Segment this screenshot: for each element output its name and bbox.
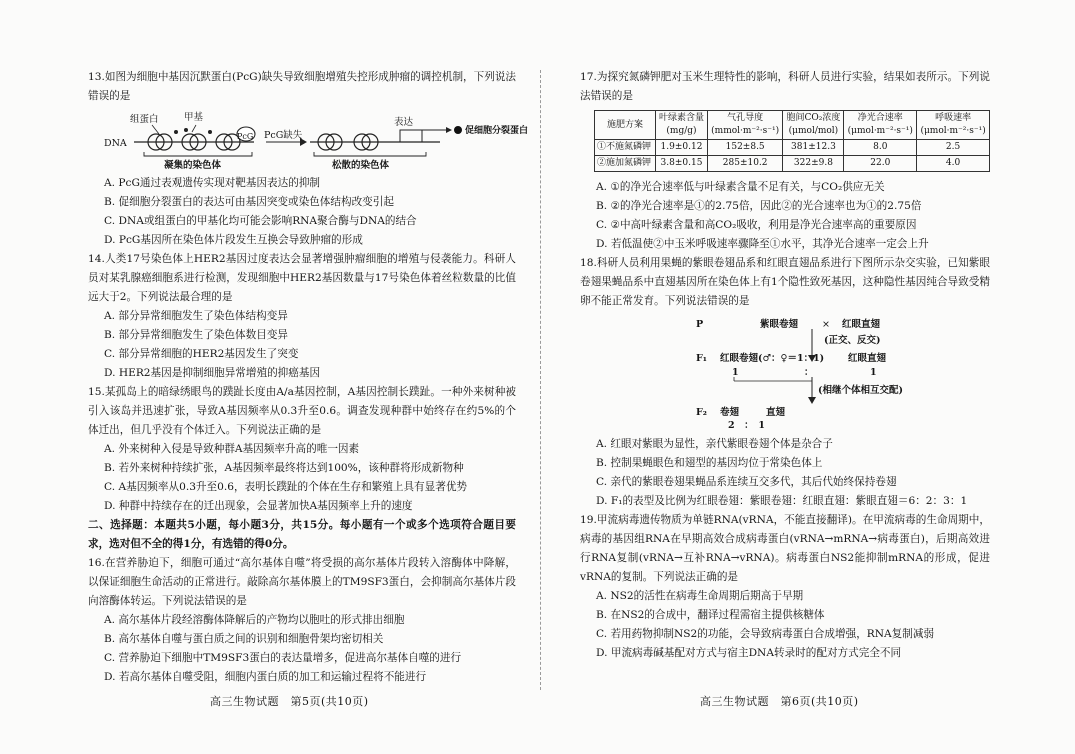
cross-f2-ratio: 2 ： 1 [728, 420, 765, 431]
cross-f2: F₂ [696, 407, 707, 418]
q18-option-b: B. 控制果蝇眼色和翅型的基因均位于常染色体上 [596, 457, 823, 469]
q13-option-d: D. PcG基因所在染色体片段发生互换会导致肿瘤的形成 [104, 234, 363, 246]
table-cell: 4.0 [917, 156, 990, 172]
table-cell: 3.8±0.15 [656, 156, 708, 172]
right-column [580, 68, 990, 663]
cross-f1: F₁ [696, 353, 707, 364]
table-cell: ①不施氮磷钾 [595, 140, 656, 156]
q19-option-d: D. 甲流病毒碱基配对方式与宿主DNA转录时的配对方式完全不同 [596, 647, 902, 659]
table-row [595, 156, 990, 172]
q13-option-b: B. 促细胞分裂蛋白的表达可由基因突变或染色体结构改变引起 [104, 196, 394, 208]
cross-f2b: 直翅 [766, 407, 786, 418]
table-cell: 2.5 [917, 140, 990, 156]
question-15-stem: 15.某孤岛上的暗绿绣眼鸟的蹼趾长度由A/a基因控制，A基因控制长蹼趾。一种外来树种被引入该岛并迅速扩张，导致A基因频率从0.3升至0.6。调查发现种群中始终存在约5%的个体迁出，但几乎没有个体迁入。下列说法正确的是 [88, 386, 516, 436]
cross-f1b: 红眼直翅 [848, 353, 887, 364]
q18-option-c: C. 亲代的紫眼卷翅果蝇品系连续互交多代，其后代始终保持卷翅 [596, 476, 897, 488]
table-header: 净光合速率 (μmol·m⁻²·s⁻¹) [844, 111, 917, 140]
cross-f1b-ratio: 1 [870, 367, 877, 378]
q15-option-a: A. 外来树种入侵是导致种群A基因频率升高的唯一因素 [104, 443, 360, 455]
cross-f2a: 卷翅 [720, 407, 740, 418]
table-cell: ②施加氮磷钾 [595, 156, 656, 172]
q13-option-a: A. PcG通过表观遗传实现对靶基因表达的抑制 [104, 177, 321, 189]
q17-option-a: A. ①的净光合速率低与叶绿素含量不足有关，与CO₂供应无关 [596, 181, 885, 193]
question-16-stem: 16.在营养胁迫下，细胞可通过“高尔基体自噬”将受损的高尔基体片段转入溶酶体中降解，以保证细胞生命活动的正常进行。敲除高尔基体膜上的TM9SF3蛋白，会抑制高尔基体片段向溶酶体转运。下列说法错误的是 [88, 557, 516, 607]
table-header: 叶绿素含量 (mg/g) [656, 111, 708, 140]
label-pcg: PcG [237, 132, 254, 141]
question-19-stem: 19.甲流病毒遗传物质为单链RNA(vRNA，不能直接翻译)。在甲流病毒的生命周期中，病毒的基因组RNA在早期高效合成病毒蛋白(vRNA→mRNA→病毒蛋白)，后期高效进行RNA复制(vRNA→互补RNA→vRNA)。病毒蛋白NS2能抑制mRNA的形成，促进vRNA的复制。下列说法正确的是 [580, 514, 990, 583]
q14-option-d: D. HER2基因是抑制细胞异常增殖的抑癌基因 [104, 367, 321, 379]
cross-f1a: 红眼卷翅(♂：♀＝1：1) [720, 353, 825, 364]
q17-option-d: D. 若低温使②中玉米呼吸速率骤降至①水平，其净光合速率一定会上升 [596, 238, 929, 250]
q14-option-b: B. 部分异常细胞发生了染色体数目变异 [104, 329, 289, 341]
label-loose: 松散的染色体 [332, 160, 390, 171]
table-header: 施肥方案 [595, 111, 656, 140]
cross-p: P [696, 319, 704, 330]
table-row [595, 140, 990, 156]
label-dna: DNA [104, 138, 127, 149]
cross-intercross: (相继个体相互交配) [818, 385, 903, 396]
table-header: 气孔导度 (mmol·m⁻²·s⁻¹) [707, 111, 783, 140]
question-17-table [594, 110, 990, 172]
q15-option-b: B. 若外来树种持续扩张，A基因频率最终将达到100%，该种群将形成新物种 [104, 462, 464, 474]
q14-option-c: C. 部分异常细胞的HER2基因发生了突变 [104, 348, 299, 360]
label-histone: 组蛋白 [130, 114, 159, 125]
table-header: 胞间CO₂浓度 (μmol/mol) [783, 111, 844, 140]
q16-option-d: D. 若高尔基体自噬受阻，细胞内蛋白质的加工和运输过程将不能进行 [104, 671, 427, 683]
q17-option-c: C. ②中高叶绿素含量和高CO₂吸收，利用是净光合速率高的重要原因 [596, 219, 917, 231]
label-condensed: 凝集的染色体 [164, 160, 222, 171]
cross-reciprocal: (正交、反交) [824, 335, 881, 346]
left-column [88, 68, 529, 687]
q19-option-c: C. 若用药物抑制NS2的功能，会导致病毒蛋白合成增强，RNA复制减弱 [596, 628, 935, 640]
q18-option-a: A. 红眼对紫眼为显性，亲代紫眼卷翅个体是杂合子 [596, 438, 833, 450]
table-cell: 1.9±0.12 [656, 140, 708, 156]
q19-option-b: B. 在NS2的合成中，翻译过程需宿主提供核糖体 [596, 609, 825, 621]
cross-times: × [822, 319, 830, 330]
cross-diagram [580, 315, 990, 431]
column-divider [540, 70, 541, 690]
question-18-stem: 18.科研人员利用果蝇的紫眼卷翅品系和红眼直翅品系进行下图所示杂交实验，已知紫眼卷翅果蝇品系中直翅基因所在染色体上有1个隐性致死基因，这种隐性基因纯合导致受精卵不能正常发育。下列说法错误的是 [580, 257, 990, 307]
question-13-stem: 13.如图为细胞中基因沉默蛋白(PcG)缺失导致细胞增殖失控形成肿瘤的调控机制，下列说法错误的是 [88, 71, 517, 102]
cross-parent1: 紫眼卷翅 [760, 319, 799, 330]
table-cell: 22.0 [844, 156, 917, 172]
question-17-stem: 17.为探究氮磷钾肥对玉米生理特性的影响，科研人员进行实验，结果如表所示。下列说法错误的是 [580, 71, 990, 102]
q15-option-d: D. 种群中持续存在的迁出现象，会显著加快A基因频率上升的速度 [104, 500, 413, 512]
section-2-heading: 二、选择题：本题共5小题，每小题3分，共15分。每小题有一个或多个选项符合题目要求，选对但不全的得1分，有选错的得0分。 [88, 519, 516, 550]
q17-option-b: B. ②的净光合速率是①的2.75倍，因此②的光合速率也为①的2.75倍 [596, 200, 922, 212]
q16-option-b: B. 高尔基体自噬与蛋白质之间的识别和细胞骨架均密切相关 [104, 633, 384, 645]
q15-option-c: C. A基因频率从0.3升至0.6，表明长蹼趾的个体在生存和繁殖上具有显著优势 [104, 481, 468, 493]
table-cell: 152±8.5 [707, 140, 783, 156]
label-product: 促细胞分裂蛋白 [465, 126, 529, 136]
q14-option-a: A. 部分异常细胞发生了染色体结构变异 [104, 310, 288, 322]
table-header-row [595, 111, 990, 140]
table-header: 呼吸速率 (μmol·m⁻²·s⁻¹) [917, 111, 990, 140]
question-13-figure [104, 108, 529, 172]
table-cell: 285±10.2 [707, 156, 783, 172]
cross-f1-colon: ： [804, 367, 814, 378]
label-methyl: 甲基 [184, 112, 204, 123]
table-cell: 322±9.8 [783, 156, 844, 172]
q18-option-d: D. F₁的表型及比例为红眼卷翅：紫眼卷翅：红眼直翅：紫眼直翅＝6：2：3：1 [596, 495, 968, 507]
label-express: 表达 [394, 117, 414, 128]
table-cell: 381±12.3 [783, 140, 844, 156]
page-footer-left: 高三生物试题 第5页(共10页) [210, 695, 369, 708]
page-footer-right: 高三生物试题 第6页(共10页) [700, 695, 859, 708]
cross-f1a-ratio: 1 [732, 367, 739, 378]
question-14-stem: 14.人类17号染色体上HER2基因过度表达会显著增强肿瘤细胞的增殖与侵袭能力。科研人员对某乳腺癌细胞系进行检测，发现细胞中HER2基因数量与17号染色体着丝粒数量的比值远大于2。下列说法最合理的是 [88, 253, 516, 303]
q13-option-c: C. DNA或组蛋白的甲基化均可能会影响RNA聚合酶与DNA的结合 [104, 215, 417, 227]
cross-parent2: 红眼直翅 [842, 319, 881, 330]
label-pcg-loss: PcG缺失 [264, 130, 303, 141]
q16-option-a: A. 高尔基体片段经溶酶体降解后的产物均以胞吐的形式排出细胞 [104, 614, 405, 626]
q19-option-a: A. NS2的活性在病毒生命周期后期高于早期 [596, 590, 804, 602]
q16-option-c: C. 营养胁迫下细胞中TM9SF3蛋白的表达量增多，促进高尔基体自噬的进行 [104, 652, 462, 664]
table-cell: 8.0 [844, 140, 917, 156]
